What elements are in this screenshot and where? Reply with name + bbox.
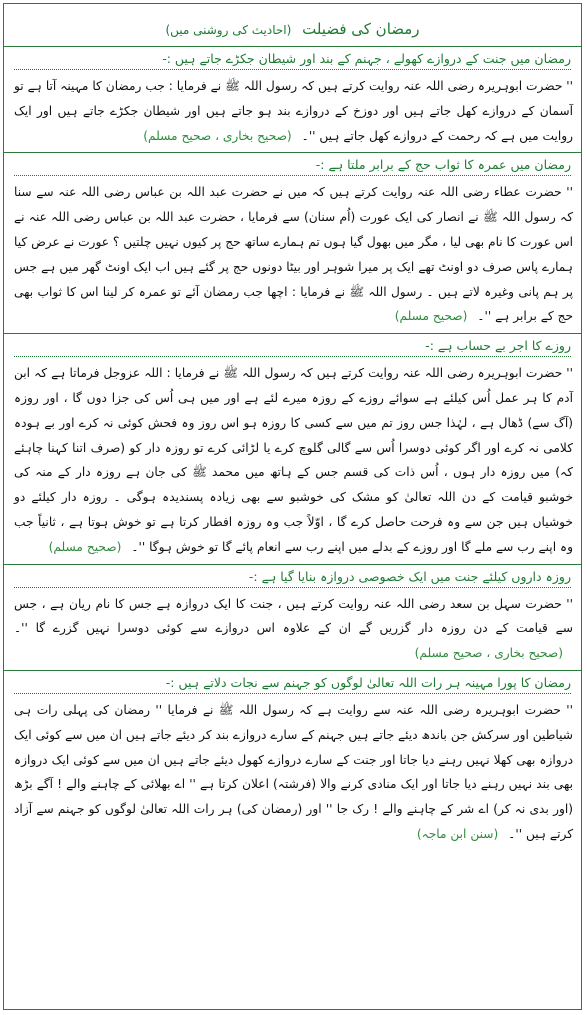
heading-underline (14, 587, 571, 588)
hadith-reference: (صحیح مسلم) (48, 539, 122, 554)
hadith-section (4, 47, 581, 153)
section-heading-text: روزہ داروں کیلئے جنت میں ایک خصوصی دروازہ بنایا گیا ہے :- (248, 568, 571, 584)
section-heading-text: روزے کا اجر بے حساب ہے :- (425, 338, 571, 354)
hadith-text (4, 72, 581, 150)
hadith-section (4, 334, 581, 564)
heading-underline (14, 693, 571, 694)
hadith-reference: (صحیح مسلم) (394, 309, 468, 324)
hadith-body: '' حضرت سہل بن سعد رضی اللہ عنہ روایت کرتے ہیں ، جنت کا ایک دروازہ ہے جس کا نام ریان ہے ، جس سے قیامت کے دن روزہ دار گزریں گے ان کے علاوہ اس دروازے سے کوئی دوسرا نہیں گزرے گا ''۔ (14, 596, 573, 636)
title-sub: (احادیث کی روشنی میں) (165, 23, 292, 37)
hadith-reference: (صحیح بخاری ، صحیح مسلم) (143, 128, 292, 143)
section-heading (4, 47, 581, 70)
section-heading (4, 671, 581, 694)
hadith-body: '' حضرت ابوہریرہ رضی اللہ عنہ روایت کرتے ہیں کہ رسول اللہ ﷺ نے فرمایا : جب رمضان کا مہینہ آتا ہے تو آسمان کے دروازے کھل جاتے ہیں اور دوزخ کے دروازے بند ہو جاتے ہیں اور شیطان جکڑے جاتے ہیں اور ایک روایت میں ہے کہ رحمت کے دروازے کھل جاتے ہیں ''۔ (14, 79, 573, 143)
heading-underline (14, 356, 571, 357)
section-heading-text: رمضان میں جنت کے دروازے کھولے ، جہنم کے بند اور شیطان جکڑے جاتے ہیں :- (162, 51, 571, 66)
hadith-body: '' حضرت ابوہریرہ رضی اللہ عنہ روایت کرتے ہیں کہ رسول اللہ ﷺ نے فرمایا : اللہ عزوجل فرماتا ہے کہ ابن آدم کا ہر عمل اُس کیلئے ہے سوائے روزے کے روزہ میرے لئے ہے اور میں ہی اُس کی جزا دوں گا ، اور روزہ (آگ سے) ڈھال ہے ، لہٰذا جس روز تم میں سے کسی کا روزہ ہو اس روز وہ فحش کوئی نہ کرے اور بے ہودہ کلامی نہ کرے اور اگر کوئی دوسرا اُس سے گالی گلوچ کرے یا لڑائی کرے تو روزہ دار کو (صرف اتنا کہنا چاہئے کہ) میں روزہ دار ہوں ، اُس ذات کی قسم جس کے ہاتھ میں محمد ﷺ کی جان ہے روزہ دار کے منہ کی خوشبو قیامت کے دن اللہ تعالیٰ کو مشک کی خوشبو سے بھی زیادہ پسندیدہ ہوگی ۔ روزہ دار کیلئے دو خوشیاں ہیں جن سے وہ فرحت حاصل کرے گا ، اوّلاً جب وہ روزہ افطار کرتا ہے تو خوش ہوتا ہے ، ثانیاً جب وہ اپنے رب سے ملے گا اور روزے کے بدلے میں اپنے رب سے انعام پائے گا تو خوش ہوگا ''۔ (14, 366, 573, 554)
section-heading (4, 153, 581, 176)
hadith-reference: (صحیح بخاری ، صحیح مسلم) (414, 646, 563, 661)
section-heading-text: رمضان کا پورا مہینہ ہر رات اللہ تعالیٰ لوگوں کو جہنم سے نجات دلاتے ہیں :- (165, 674, 571, 690)
section-heading-text: رمضان میں عمرہ کا ثواب حج کے برابر ملتا ہے :- (315, 157, 571, 173)
section-heading (4, 334, 581, 357)
hadith-text (4, 359, 581, 561)
page-title (4, 4, 581, 44)
document-page (3, 3, 582, 1010)
heading-underline (14, 69, 571, 70)
hadith-body: '' حضرت عطاء رضی اللہ عنہ روایت کرتے ہیں کہ میں نے حضرت عبد اللہ بن عباس رضی اللہ عنہ سے سنا کہ رسول اللہ ﷺ نے انصار کی ایک عورت (اُم سنان) سے فرمایا ، حضرت عبد اللہ بن عباس رضی اللہ عنہ نے اس عورت کا نام بھی لیا ، مگر میں بھول گیا ہوں تم ہمارے ساتھ حج پر کیوں نہیں چلتیں ؟ عورت نے عرض کیا ہمارے پاس صرف دو اونٹ تھے ایک پر میرا شوہر اور بیٹا دونوں حج پر گئے ہیں اب ایک اونٹ گھر میں ہے جس پر ہم پانی وغیرہ لاتے ہیں ۔ رسول اللہ ﷺ نے فرمایا : اچھا جب رمضان آئے تو عمرہ کر لینا اس کا ثواب بھی حج کے برابر ہے ''۔ (14, 185, 573, 324)
hadith-section (4, 153, 581, 334)
title-main: رمضان کی فضیلت (302, 20, 420, 38)
hadith-section (4, 565, 581, 671)
heading-underline (14, 175, 571, 176)
hadith-text (4, 590, 581, 668)
hadith-reference: (سنن ابن ماجہ) (416, 826, 499, 841)
section-heading (4, 565, 581, 588)
hadith-text (4, 696, 581, 849)
hadith-section (4, 671, 581, 849)
hadith-text (4, 178, 581, 331)
hadith-body: '' حضرت ابوہریرہ رضی اللہ عنہ سے روایت ہے کہ رسول اللہ ﷺ نے فرمایا '' رمضان کی پہلی رات ہی شیاطین اور سرکش جن باندھ دیئے جاتے ہیں جہنم کے سارے دروازے بند کر دیئے جاتے ہیں ان میں سے کوئی ایک دروازہ بھی کھلا نہیں رہنے دیا جاتا اور جنت کے سارے دروازے کھول دیئے جاتے ہیں ان میں سے کوئی ایک دروازہ بھی بند نہیں رہنے دیا جاتا اور ایک منادی کرنے والا (فرشتہ) اعلان کرتا ہے '' اے بھلائی کے چاہنے والے ! آگے بڑھ (اور بدی نہ کر) اے شر کے چاہنے والے ! رک جا '' اور (رمضان کی) ہر رات اللہ تعالیٰ لوگوں کو جہنم سے آزاد کرتے ہیں ''۔ (14, 702, 573, 841)
